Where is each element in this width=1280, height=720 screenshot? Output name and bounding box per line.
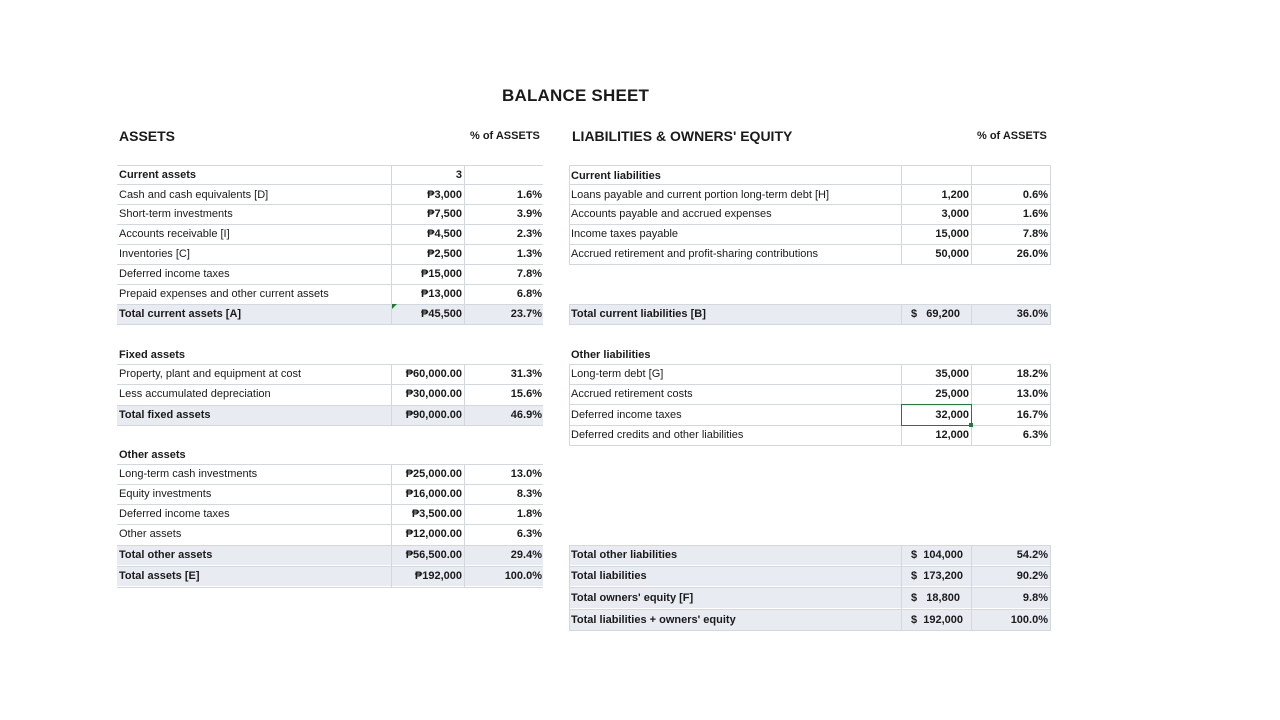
page-title: BALANCE SHEET (502, 86, 650, 105)
total-fixed-assets-pct[interactable]: 46.9% (510, 409, 542, 421)
grid-line (117, 324, 543, 325)
table-row-value[interactable]: ₱12,000.00 (405, 528, 462, 540)
grid-line (971, 165, 972, 265)
table-row-value[interactable]: ₱7,500 (427, 208, 462, 220)
table-row-label: Short-term investments (119, 208, 233, 220)
table-row-label: Inventories [C] (119, 248, 190, 260)
total-owners-equity-pct[interactable]: 9.8% (1022, 592, 1048, 604)
grid-line (569, 630, 1051, 631)
total-other-assets-value[interactable]: ₱56,500.00 (405, 549, 462, 561)
grid-line (569, 304, 570, 325)
grid-line (971, 304, 972, 325)
grid-line (569, 264, 1051, 265)
table-row-pct[interactable]: 1.6% (1022, 208, 1048, 220)
table-row-pct[interactable]: 13.0% (510, 468, 542, 480)
table-row-label: Cash and cash equivalents [D] (119, 189, 269, 201)
table-row-pct[interactable]: 6.8% (516, 288, 542, 300)
table-row-value[interactable]: 15,000 (935, 228, 969, 240)
assets-heading: ASSETS (119, 128, 176, 144)
table-row-pct[interactable]: 8.3% (516, 488, 542, 500)
table-row-value[interactable]: 35,000 (935, 368, 969, 380)
table-row-label: Deferred income taxes (119, 268, 230, 280)
table-row-value[interactable]: ₱13,000 (421, 288, 462, 300)
liabilities-pct-heading: % of ASSETS (977, 130, 1047, 142)
total-other-assets-label: Total other assets (119, 549, 213, 561)
table-row-value[interactable]: ₱3,000 (427, 189, 462, 201)
table-row-value[interactable]: ₱60,000.00 (405, 368, 462, 380)
table-row-pct[interactable]: 26.0% (1016, 248, 1048, 260)
assets-pct-heading: % of ASSETS (470, 130, 540, 142)
cell-selection-border (901, 404, 972, 426)
table-row-label: Other assets (119, 528, 182, 540)
fixed-assets-section-label: Fixed assets (119, 349, 186, 361)
table-row-label: Accounts receivable [I] (119, 228, 230, 240)
total-liabilities-value[interactable]: $ 173,200 (911, 570, 963, 582)
total-liabilities-equity-pct[interactable]: 100.0% (1010, 614, 1048, 626)
grid-line (569, 587, 1051, 588)
grid-line (117, 587, 543, 588)
total-current-assets-pct[interactable]: 23.7% (510, 308, 542, 320)
table-row-value[interactable]: 50,000 (935, 248, 969, 260)
table-row-pct[interactable]: 31.3% (510, 368, 542, 380)
table-row-label: Less accumulated depreciation (119, 388, 271, 400)
liabilities-heading: LIABILITIES & OWNERS' EQUITY (572, 128, 793, 144)
table-row-label: Prepaid expenses and other current assets (119, 288, 329, 300)
table-row-pct[interactable]: 13.0% (1016, 388, 1048, 400)
total-fixed-assets-value[interactable]: ₱90,000.00 (405, 409, 462, 421)
current-assets-section-label: Current assets (119, 169, 197, 181)
table-row-pct[interactable]: 6.3% (516, 528, 542, 540)
total-other-liabilities-label: Total other liabilities (571, 549, 678, 561)
grid-line (117, 425, 543, 426)
grid-line (569, 324, 1051, 325)
table-row-pct[interactable]: 0.6% (1022, 189, 1048, 201)
total-liabilities-label: Total liabilities (571, 570, 647, 582)
table-row-pct[interactable]: 7.8% (516, 268, 542, 280)
total-other-liabilities-value[interactable]: $ 104,000 (911, 549, 963, 561)
total-owners-equity-value[interactable]: $ 18,800 (911, 592, 960, 604)
total-liabilities-equity-value[interactable]: $ 192,000 (911, 614, 963, 626)
table-row-label: Property, plant and equipment at cost (119, 368, 302, 380)
table-row-label: Long-term cash investments (119, 468, 258, 480)
grid-line (569, 364, 570, 446)
total-liabilities-equity-label: Total liabilities + owners' equity (571, 614, 736, 626)
total-current-liabilities-label: Total current liabilities [B] (571, 308, 706, 320)
table-row-value[interactable]: 12,000 (935, 429, 969, 441)
table-row-value[interactable]: ₱30,000.00 (405, 388, 462, 400)
grid-line (569, 404, 1051, 405)
current-assets-header-value[interactable]: 3 (455, 169, 462, 181)
table-row-label: Accrued retirement costs (571, 388, 693, 400)
table-row-value[interactable]: ₱2,500 (427, 248, 462, 260)
total-current-assets-value[interactable]: ₱45,500 (421, 308, 462, 320)
table-row-pct[interactable]: 2.3% (516, 228, 542, 240)
table-row-label: Deferred income taxes (119, 508, 230, 520)
total-assets-pct[interactable]: 100.0% (504, 570, 542, 582)
other-liabilities-section-label: Other liabilities (571, 349, 651, 361)
table-row-label: Deferred credits and other liabilities (571, 429, 744, 441)
table-row-pct[interactable]: 3.9% (516, 208, 542, 220)
other-assets-section-label: Other assets (119, 449, 186, 461)
grid-line (464, 364, 465, 426)
table-row-pct[interactable]: 6.3% (1022, 429, 1048, 441)
table-row-pct[interactable]: 1.3% (516, 248, 542, 260)
total-current-liabilities-value[interactable]: $ 69,200 (911, 308, 960, 320)
table-row-value[interactable]: 25,000 (935, 388, 969, 400)
grid-line (1050, 165, 1051, 265)
total-assets-label: Total assets [E] (119, 570, 200, 582)
grid-line (569, 609, 1051, 610)
current-liabilities-section-label: Current liabilities (571, 170, 661, 182)
grid-line (569, 165, 570, 265)
table-row-label: Accounts payable and accrued expenses (571, 208, 772, 220)
grid-line (569, 165, 1051, 166)
table-row-label: Income taxes payable (571, 228, 679, 240)
grid-line (1050, 545, 1051, 631)
total-liabilities-pct[interactable]: 90.2% (1016, 570, 1048, 582)
table-row-value[interactable]: ₱3,500.00 (411, 508, 462, 520)
grid-line (901, 165, 902, 265)
selected-cell-value[interactable]: 32,000 (935, 409, 969, 421)
table-row-label: Loans payable and current portion long-term debt [H] (571, 189, 830, 201)
table-row-label: Accrued retirement and profit-sharing contributions (571, 248, 819, 260)
error-indicator-icon (392, 304, 397, 309)
table-row-value[interactable]: ₱15,000 (421, 268, 462, 280)
grid-line (1050, 304, 1051, 325)
table-row-value[interactable]: ₱16,000.00 (405, 488, 462, 500)
table-row-value[interactable]: ₱4,500 (427, 228, 462, 240)
grid-line (569, 545, 570, 631)
grid-line (464, 464, 465, 588)
table-row-pct[interactable]: 1.6% (516, 189, 542, 201)
table-row-pct[interactable]: 15.6% (510, 388, 542, 400)
grid-line (971, 545, 972, 631)
total-current-liabilities-pct[interactable]: 36.0% (1016, 308, 1048, 320)
table-row-label: Equity investments (119, 488, 212, 500)
total-fixed-assets-label: Total fixed assets (119, 409, 211, 421)
grid-line (901, 304, 902, 325)
total-owners-equity-label: Total owners' equity [F] (571, 592, 694, 604)
table-row-label: Deferred income taxes (571, 409, 682, 421)
total-other-assets-pct[interactable]: 29.4% (510, 549, 542, 561)
total-current-assets-label: Total current assets [A] (119, 308, 242, 320)
grid-line (464, 165, 465, 325)
table-row-value[interactable]: 3,000 (941, 208, 969, 220)
table-row-pct[interactable]: 1.8% (516, 508, 542, 520)
grid-line (901, 545, 902, 631)
table-row-value[interactable]: ₱25,000.00 (405, 468, 462, 480)
fill-handle[interactable] (969, 423, 973, 427)
table-row-label: Long-term debt [G] (571, 368, 664, 380)
grid-line (1050, 364, 1051, 446)
table-row-pct[interactable]: 16.7% (1016, 409, 1048, 421)
table-row-value[interactable]: 1,200 (941, 189, 969, 201)
total-assets-value[interactable]: ₱192,000 (414, 570, 462, 582)
table-row-pct[interactable]: 18.2% (1016, 368, 1048, 380)
table-row-pct[interactable]: 7.8% (1022, 228, 1048, 240)
total-other-liabilities-pct[interactable]: 54.2% (1016, 549, 1048, 561)
grid-line (569, 445, 1051, 446)
